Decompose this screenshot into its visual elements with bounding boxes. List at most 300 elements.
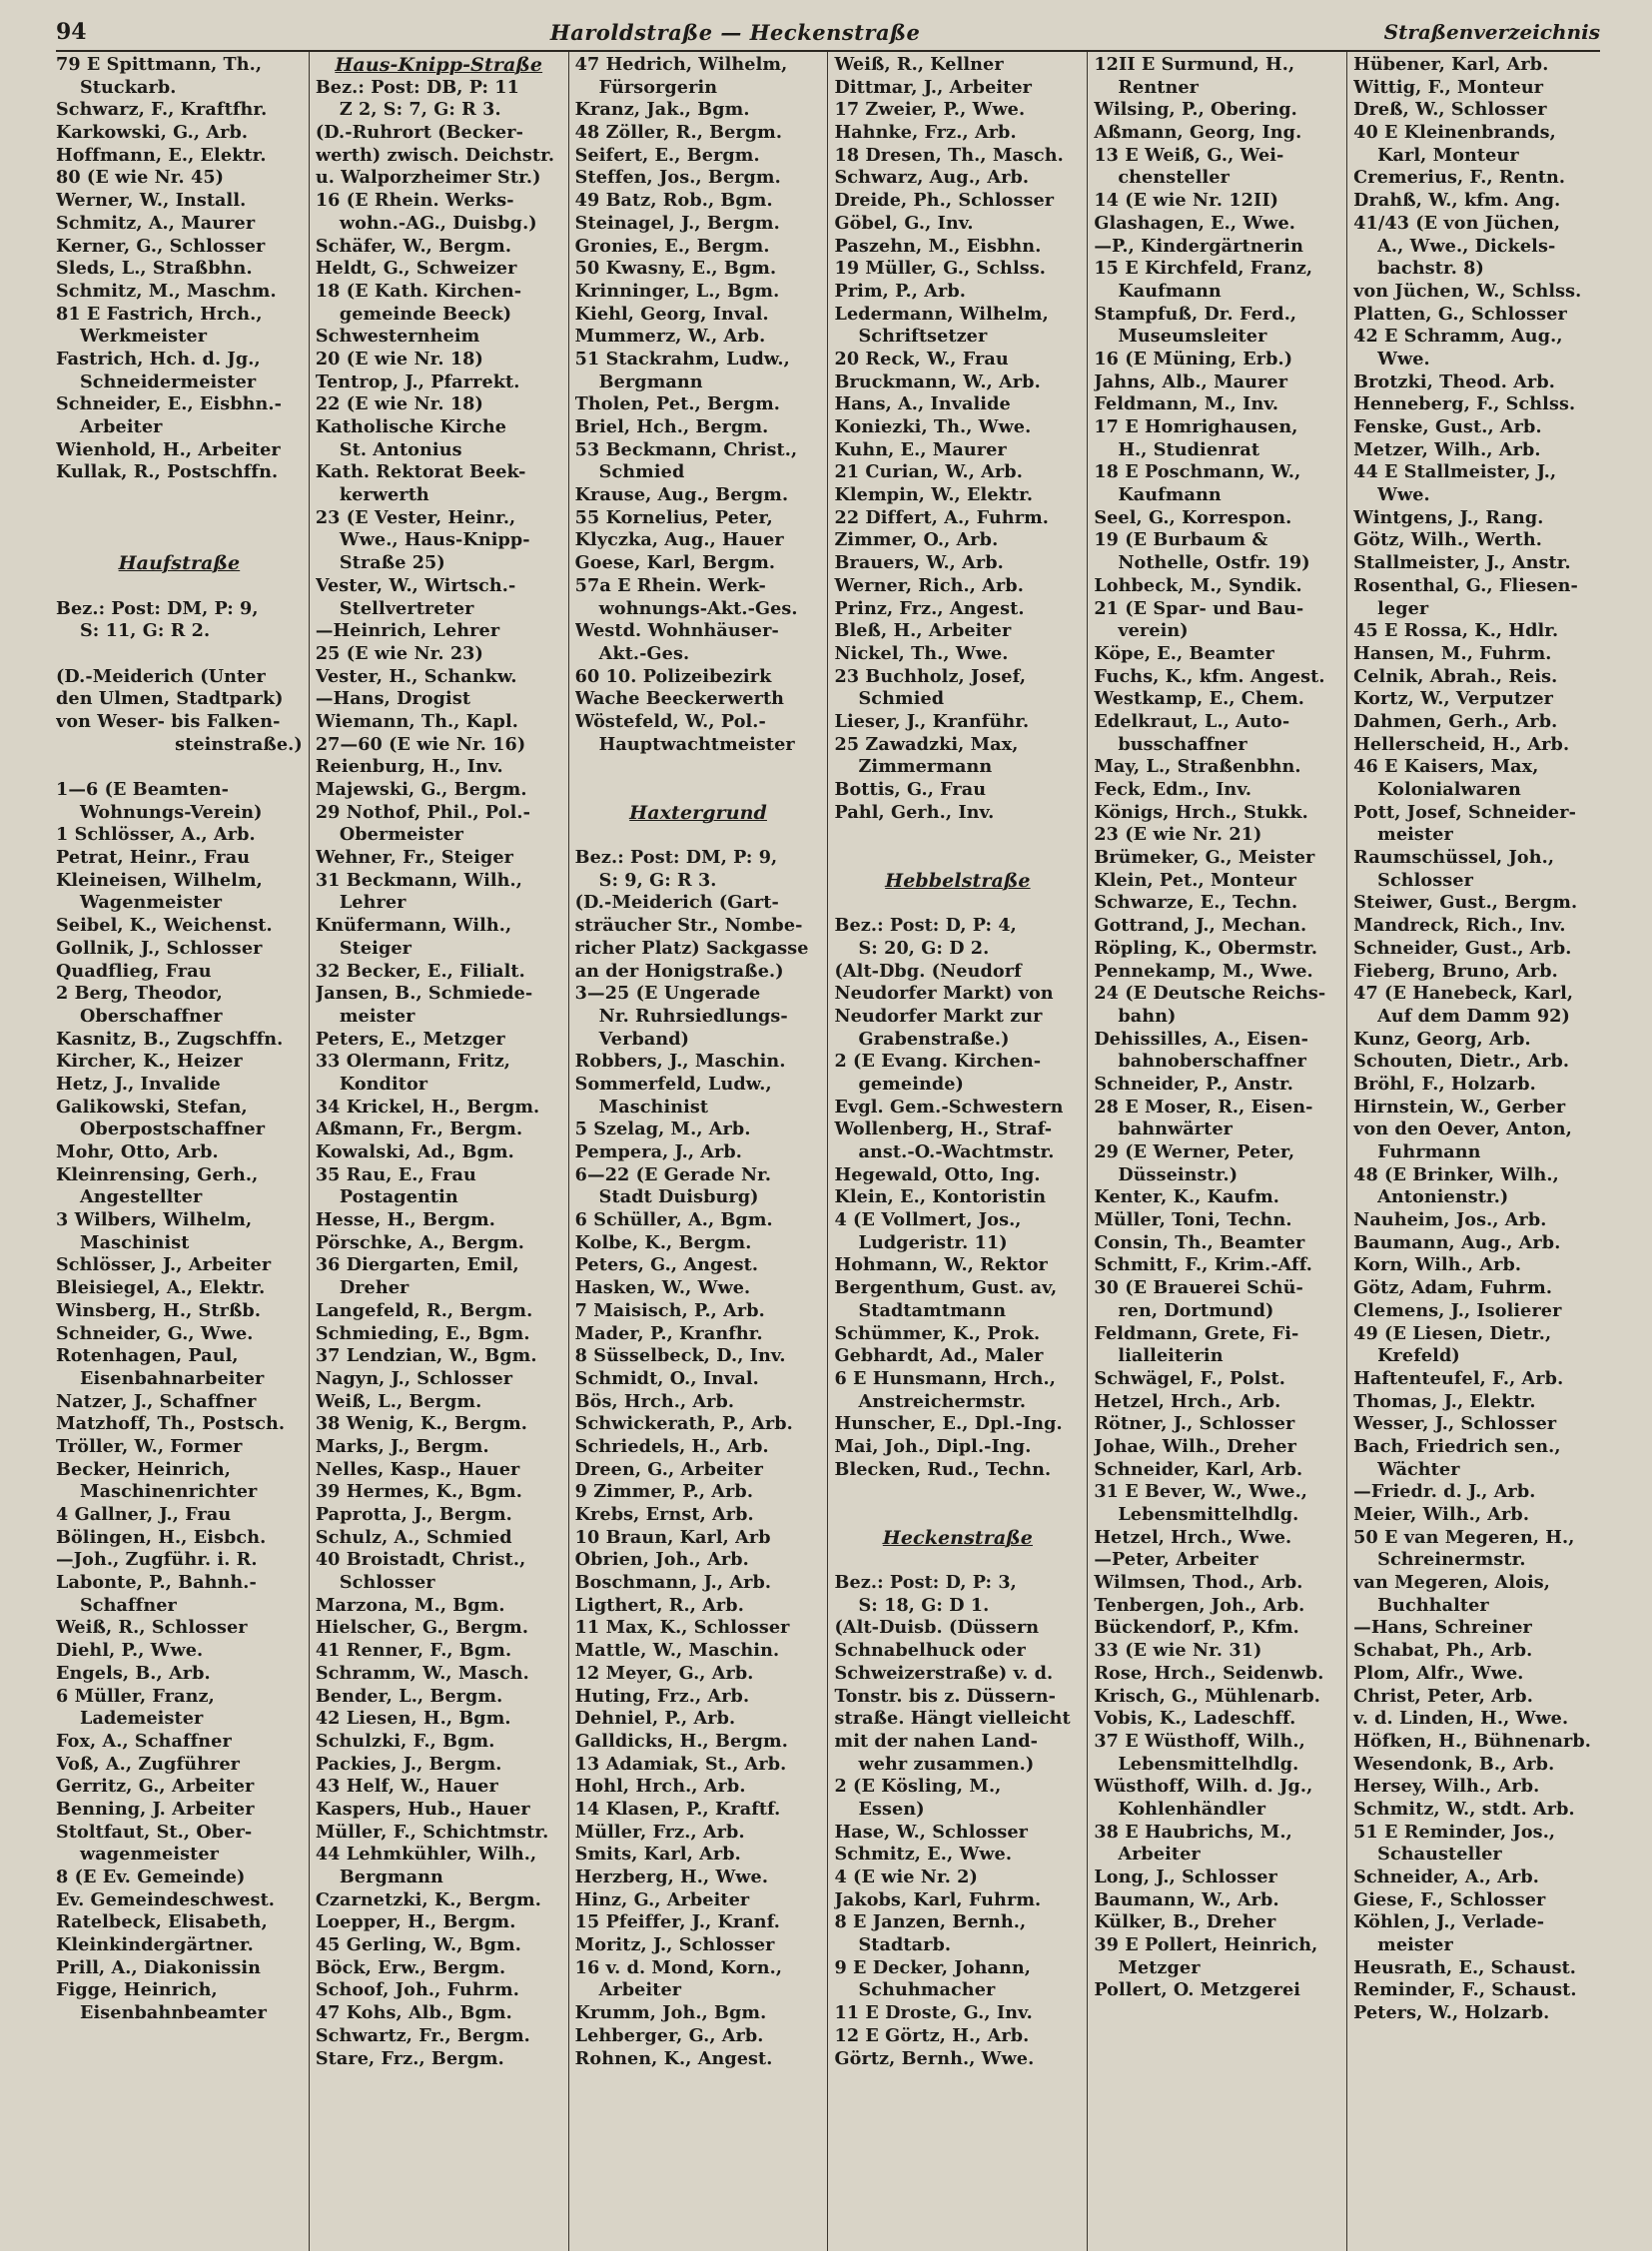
directory-line: Wohnungs-Verein) <box>80 801 263 823</box>
directory-line: Bez.: Post: D, P: 4, <box>834 915 1017 937</box>
directory-line: Krisch, G., Mühlenarb. <box>1094 1685 1321 1707</box>
directory-line: 1 Schlösser, A., Arb. <box>56 824 256 846</box>
directory-line: Schneider, G., Wwe. <box>56 1322 254 1344</box>
directory-line: —Peter, Arbeiter <box>1094 1549 1258 1571</box>
directory-line: Fuchs, K., kfm. Angest. <box>1094 665 1325 687</box>
directory-line: Wienhold, H., Arbeiter <box>56 438 281 460</box>
directory-line: Schreinermstr. <box>1377 1549 1526 1571</box>
directory-line: Steiger <box>339 937 413 959</box>
directory-line: Reienburg, H., Inv. <box>315 756 503 778</box>
directory-line: Blecken, Rud., Techn. <box>834 1458 1052 1480</box>
directory-line: 4 Gallner, J., Frau <box>56 1504 232 1525</box>
directory-line: Külker, B., Dreher <box>1094 1911 1276 1933</box>
directory-line: Vester, W., Wirtsch.- <box>315 574 516 596</box>
directory-line: Wintgens, J., Rang. <box>1353 506 1544 528</box>
directory-line: 18 E Poschmann, W., <box>1094 461 1301 483</box>
directory-line: Gebhardt, Ad., Maler <box>834 1345 1044 1367</box>
street-heading: Heckenstraße <box>882 1526 1033 1549</box>
directory-line: Oberschaffner <box>80 1005 223 1027</box>
directory-line: Kircher, K., Heizer <box>56 1051 243 1073</box>
directory-line: Zimmermann <box>858 756 993 778</box>
directory-line: Lohbeck, M., Syndik. <box>1094 574 1302 596</box>
directory-line: Bergmann <box>339 1867 443 1887</box>
directory-line: Jansen, B., Schmiede- <box>315 983 533 1005</box>
directory-line: Lademeister <box>80 1708 204 1730</box>
directory-line: Wesser, J., Schlosser <box>1353 1413 1557 1435</box>
directory-line: Hohmann, W., Rektor <box>834 1254 1048 1276</box>
directory-line: 47 Hedrich, Wilhelm, <box>574 54 788 75</box>
directory-line: Dreide, Ph., Schlosser <box>834 190 1055 212</box>
directory-line: Stoltfaut, St., Ober- <box>56 1821 253 1843</box>
directory-line: Langefeld, R., Bergm. <box>315 1299 533 1321</box>
directory-line: 17 Zweier, P., Wwe. <box>834 99 1026 121</box>
directory-line: Dittmar, J., Arbeiter <box>834 76 1033 98</box>
directory-line: Dahmen, Gerh., Arb. <box>1353 710 1558 732</box>
directory-line: 48 (E Brinker, Wilh., <box>1353 1163 1559 1185</box>
directory-line: Weiß, R., Kellner <box>834 54 1004 75</box>
directory-line: Köpe, E., Beamter <box>1094 642 1274 664</box>
directory-line: 6 E Hunsmann, Hrch., <box>834 1367 1056 1389</box>
directory-line: Klein, Pet., Monteur <box>1094 869 1297 891</box>
directory-line: Kleineisen, Wilhelm, <box>56 869 263 891</box>
directory-line: Schneider, Karl, Arb. <box>1094 1458 1303 1480</box>
directory-line: 48 Zöller, R., Bergm. <box>574 122 783 144</box>
page-number: 94 <box>56 19 87 45</box>
directory-line: Kullak, R., Postschffn. <box>56 461 279 483</box>
spacer <box>575 824 822 847</box>
directory-line: 20 Reck, W., Frau <box>834 348 1009 370</box>
directory-line: Anstreichermstr. <box>858 1390 1027 1412</box>
directory-line: Robbers, J., Maschin. <box>574 1051 786 1073</box>
directory-line: Gerritz, G., Arbeiter <box>56 1776 255 1798</box>
directory-line: Consin, Th., Beamter <box>1094 1231 1305 1253</box>
spacer <box>575 756 822 779</box>
directory-line: 25 (E wie Nr. 23) <box>315 642 483 664</box>
directory-line: Pott, Josef, Schneider- <box>1353 801 1576 823</box>
spacer <box>834 1504 1081 1527</box>
directory-line: bahnoberschaffner <box>1118 1051 1306 1073</box>
directory-line: Krinninger, L., Bgm. <box>574 280 780 302</box>
directory-line: 44 Lehmkühler, Wilh., <box>315 1844 537 1866</box>
directory-line: Sommerfeld, Ludw., <box>574 1073 772 1095</box>
directory-line: 29 (E Werner, Peter, <box>1094 1141 1295 1162</box>
directory-line: 22 (E wie Nr. 18) <box>315 393 483 415</box>
directory-line: Brauers, W., Arb. <box>834 552 1004 574</box>
directory-line: Mohr, Otto, Arb. <box>56 1141 219 1162</box>
directory-line: Reminder, F., Schaust. <box>1353 1979 1577 2001</box>
directory-line: 33 Olermann, Fritz, <box>315 1051 511 1073</box>
directory-line: S: 9, G: R 3. <box>598 869 717 891</box>
directory-line: Böck, Erw., Bergm. <box>315 1956 506 1978</box>
directory-line: 50 Kwasny, E., Bgm. <box>574 258 777 280</box>
directory-line: Antonienstr.) <box>1377 1186 1509 1208</box>
directory-line: 12II E Surmund, H., <box>1094 54 1295 75</box>
directory-line: Schwickerath, P., Arb. <box>574 1413 793 1435</box>
directory-line: 2 Berg, Theodor, <box>56 983 223 1005</box>
directory-line: 51 E Reminder, Jos., <box>1353 1821 1556 1843</box>
directory-line: Mummerz, W., Arb. <box>574 326 766 348</box>
directory-line: Tenbergen, Joh., Arb. <box>1094 1594 1305 1616</box>
directory-line: Wächter <box>1377 1458 1460 1480</box>
directory-line: Becker, Heinrich, <box>56 1458 231 1480</box>
directory-line: Westd. Wohnhäuser- <box>574 620 779 642</box>
directory-line: Schulzki, F., Bgm. <box>315 1730 495 1752</box>
directory-line: Arbeiter <box>1118 1844 1201 1866</box>
directory-line: 80 (E wie Nr. 45) <box>56 167 225 189</box>
street-heading: Haufstraße <box>118 552 241 575</box>
directory-line: Kath. Rektorat Beek- <box>315 461 526 483</box>
directory-line: Ludgeristr. 11) <box>858 1231 1008 1253</box>
directory-line: Hesse, H., Bergm. <box>315 1209 495 1231</box>
directory-line: Schäfer, W., Bergm. <box>315 235 512 257</box>
directory-line: 35 Rau, E., Frau <box>315 1163 476 1185</box>
directory-line: Ligthert, R., Arb. <box>574 1594 744 1616</box>
directory-line: Petrat, Heinr., Frau <box>56 847 251 869</box>
directory-line: (Alt-Dbg. (Neudorf <box>834 960 1022 982</box>
directory-line: ren, Dortmund) <box>1118 1299 1274 1321</box>
directory-line: Wehner, Fr., Steiger <box>315 847 514 869</box>
directory-line: Jahns, Alb., Maurer <box>1094 371 1288 392</box>
spacer <box>56 575 303 598</box>
directory-line: Brümeker, G., Meister <box>1094 847 1315 869</box>
directory-line: Schmitz, A., Maurer <box>56 212 256 234</box>
street-heading: Haus-Knipp-Straße <box>335 54 543 76</box>
directory-line: Thomas, J., Elektr. <box>1353 1390 1536 1412</box>
directory-line: Stare, Frz., Bergm. <box>315 2047 504 2069</box>
directory-line: 11 Max, K., Schlosser <box>574 1617 790 1639</box>
directory-line: 42 E Schramm, Aug., <box>1353 326 1563 348</box>
directory-line: 30 (E Brauerei Schü- <box>1094 1277 1303 1299</box>
directory-line: 49 Batz, Rob., Bgm. <box>574 190 773 212</box>
directory-line: Peters, E., Metzger <box>315 1028 505 1050</box>
directory-line: Postagentin <box>339 1186 458 1208</box>
directory-line: Mattle, W., Maschin. <box>574 1640 780 1662</box>
directory-line: Steiwer, Gust., Bergm. <box>1353 892 1578 914</box>
directory-line: Brotzki, Theod. Arb. <box>1353 371 1555 392</box>
directory-line: Kasnitz, B., Zugschffn. <box>56 1028 284 1050</box>
directory-line: S: 18, G: D 1. <box>858 1594 990 1616</box>
directory-line: Wüsthoff, Wilh. d. Jg., <box>1094 1776 1313 1798</box>
directory-line: Wwe. <box>1377 484 1430 506</box>
directory-line: Stallmeister, J., Anstr. <box>1353 552 1571 574</box>
directory-line: Voß, A., Zugführer <box>56 1753 241 1775</box>
directory-line: Müller, Frz., Arb. <box>574 1821 745 1843</box>
directory-line: 6 Schüller, A., Bgm. <box>574 1209 773 1231</box>
directory-line: Hase, W., Schlosser <box>834 1821 1029 1843</box>
directory-line: Heldt, G., Schweizer <box>315 258 517 280</box>
directory-line: Schmieding, E., Bgm. <box>315 1322 530 1344</box>
directory-line: Paszehn, M., Eisbhn. <box>834 235 1042 257</box>
directory-line: Paprotta, J., Bergm. <box>315 1504 512 1525</box>
directory-line: Tentrop, J., Pfarrekt. <box>315 371 520 392</box>
directory-line: 53 Beckmann, Christ., <box>574 438 798 460</box>
directory-line: 8 Süsselbeck, D., Inv. <box>574 1345 786 1367</box>
directory-line: meister <box>1377 824 1453 846</box>
directory-line: Schwarz, F., Kraftfhr. <box>56 99 268 121</box>
directory-line: Schriftsetzer <box>858 326 988 348</box>
spacer <box>575 779 822 802</box>
directory-line: Aßmann, Fr., Bergm. <box>315 1119 523 1140</box>
directory-line: Köhlen, J., Verlade- <box>1353 1911 1545 1933</box>
directory-line: Karkowski, G., Arb. <box>56 122 249 144</box>
directory-line: Dehissilles, A., Eisen- <box>1094 1028 1309 1050</box>
directory-line: Hinz, G., Arbeiter <box>574 1888 750 1910</box>
directory-line: Nagyn, J., Schlosser <box>315 1367 513 1389</box>
directory-line: Schmidt, O., Inval. <box>574 1367 759 1389</box>
directory-line: Winsberg, H., Strßb. <box>56 1299 262 1321</box>
directory-line: 32 Becker, E., Filialt. <box>315 960 525 982</box>
directory-line: Vester, H., Schankw. <box>315 665 517 687</box>
directory-line: Hegewald, Otto, Ing. <box>834 1163 1041 1185</box>
directory-line: Stuckarb. <box>80 76 177 98</box>
directory-line: Schoof, Joh., Fuhrm. <box>315 1979 519 2001</box>
directory-line: Fuhrmann <box>1377 1141 1481 1162</box>
directory-line: 38 E Haubrichs, M., <box>1094 1821 1292 1843</box>
directory-line: S: 20, G: D 2. <box>858 937 990 959</box>
directory-line: Goese, Karl, Bergm. <box>574 552 776 574</box>
directory-line: werth) zwisch. Deichstr. <box>315 144 555 166</box>
directory-line: Schabat, Ph., Arb. <box>1353 1640 1533 1662</box>
directory-line: Schweizerstraße) v. d. <box>834 1662 1054 1684</box>
directory-line: 41/43 (E von Jüchen, <box>1353 212 1561 234</box>
directory-line: Schuhmacher <box>858 1979 996 2001</box>
column-4 <box>828 52 1088 2251</box>
directory-line: Schnabelhuck oder <box>834 1640 1026 1662</box>
directory-line: Wilmsen, Thod., Arb. <box>1094 1572 1303 1594</box>
column-6 <box>1347 52 1600 2251</box>
directory-line: 17 E Homrighausen, <box>1094 416 1298 437</box>
directory-line: Stampfuß, Dr. Ferd., <box>1094 303 1297 325</box>
directory-line: Metzger <box>1118 1956 1201 1978</box>
directory-line: 1—6 (E Beamten- <box>56 779 230 800</box>
directory-line: Hellerscheid, H., Arb. <box>1353 733 1570 755</box>
directory-line: Rötner, J., Schlosser <box>1094 1413 1295 1435</box>
directory-line: Wesendonk, B., Arb. <box>1353 1753 1555 1775</box>
directory-line: 31 E Bever, W., Wwe., <box>1094 1481 1308 1503</box>
directory-line: Krause, Aug., Bergm. <box>574 484 789 506</box>
directory-line: 21 (E Spar- und Bau- <box>1094 597 1304 619</box>
directory-line: 6—22 (E Gerade Nr. <box>574 1163 772 1185</box>
directory-line: gemeinde Beeck) <box>339 303 512 325</box>
directory-line: Schneider, A., Arb. <box>1353 1867 1540 1887</box>
directory-line: 39 E Pollert, Heinrich, <box>1094 1934 1318 1956</box>
directory-line: 27—60 (E wie Nr. 16) <box>315 733 526 755</box>
directory-line: Schramm, W., Masch. <box>315 1662 529 1684</box>
directory-line: wehr zusammen.) <box>858 1753 1035 1775</box>
directory-line: Engels, B., Arb. <box>56 1662 211 1684</box>
directory-line: H., Studienrat <box>1118 438 1260 460</box>
directory-line: Pörschke, A., Bergm. <box>315 1231 525 1253</box>
directory-line: 16 (E Rhein. Werks- <box>315 190 514 212</box>
directory-line: Peters, G., Angest. <box>574 1254 759 1276</box>
spacer <box>56 756 303 779</box>
directory-line: Rohnen, K., Angest. <box>574 2047 773 2069</box>
directory-line: Lieser, J., Kranführ. <box>834 710 1030 732</box>
directory-line: Hunscher, E., Dpl.-Ing. <box>834 1413 1063 1435</box>
directory-line: Heusrath, E., Schaust. <box>1353 1956 1577 1978</box>
directory-line: Maschinist <box>80 1231 190 1253</box>
directory-line: 6 Müller, Franz, <box>56 1685 215 1707</box>
directory-line: Hetzel, Hrch., Wwe. <box>1094 1526 1292 1548</box>
directory-line: Ev. Gemeindeschwest. <box>56 1888 276 1910</box>
directory-line: Schmied <box>858 688 945 710</box>
directory-line: Schmitt, F., Krim.-Aff. <box>1094 1254 1312 1276</box>
directory-line: Kuhn, E., Maurer <box>834 438 1007 460</box>
directory-line: Schmied <box>598 461 685 483</box>
directory-line: Nothelle, Ostfr. 19) <box>1118 552 1310 574</box>
directory-line: Pennekamp, M., Wwe. <box>1094 960 1313 982</box>
directory-line: Mai, Joh., Dipl.-Ing. <box>834 1435 1032 1457</box>
directory-line: 8 (E Ev. Gemeinde) <box>56 1867 246 1887</box>
directory-line: Dehniel, P., Arb. <box>574 1708 736 1730</box>
directory-line: Huting, Frz., Arb. <box>574 1685 750 1707</box>
directory-line: Klein, E., Kontoristin <box>834 1186 1047 1208</box>
directory-line: Königs, Hrch., Stukk. <box>1094 801 1308 823</box>
directory-line: Maschinist <box>598 1096 709 1118</box>
directory-line: 20 (E wie Nr. 18) <box>315 348 483 370</box>
directory-line: Bach, Friedrich sen., <box>1353 1435 1561 1457</box>
directory-line: Feck, Edm., Inv. <box>1094 779 1252 800</box>
directory-line: Müller, Toni, Techn. <box>1094 1209 1292 1231</box>
directory-line: Katholische Kirche <box>315 416 507 437</box>
directory-line: Schümmer, K., Prok. <box>834 1322 1041 1344</box>
spacer <box>834 824 1081 847</box>
directory-line: Kolonialwaren <box>1377 779 1521 800</box>
directory-line: 60 10. Polizeibezirk <box>574 665 772 687</box>
directory-line: Nr. Ruhrsiedlungs- <box>598 1005 788 1027</box>
directory-line: Weiß, R., Schlosser <box>56 1617 248 1639</box>
directory-line: Westkamp, E., Chem. <box>1094 688 1305 710</box>
directory-line: Lebensmittelhdlg. <box>1118 1753 1299 1775</box>
directory-line: Düsseinstr.) <box>1118 1163 1239 1185</box>
directory-line: Bez.: Post: D, P: 3, <box>834 1572 1017 1594</box>
directory-line: Bez.: Post: DM, P: 9, <box>574 847 778 869</box>
directory-line: Gollnik, J., Schlosser <box>56 937 263 959</box>
directory-line: v. d. Linden, H., Wwe. <box>1353 1708 1569 1730</box>
directory-line: Schaffner <box>80 1594 177 1616</box>
directory-line: Bez.: Post: DM, P: 9, <box>56 597 259 619</box>
directory-line: 46 E Kaisers, Max, <box>1353 756 1539 778</box>
directory-line: —P., Kindergärtnerin <box>1094 235 1303 257</box>
directory-line: Kenter, K., Kaufm. <box>1094 1186 1280 1208</box>
directory-line: Rotenhagen, Paul, <box>56 1345 239 1367</box>
directory-line: Rosenthal, G., Fliesen- <box>1353 574 1578 596</box>
directory-line: 34 Krickel, H., Bergm. <box>315 1096 540 1118</box>
directory-line: lialleiterin <box>1118 1345 1224 1367</box>
directory-line: 23 (E wie Nr. 21) <box>1094 824 1262 846</box>
directory-line: Kerner, G., Schlosser <box>56 235 266 257</box>
directory-line: bahnwärter <box>1118 1119 1234 1140</box>
directory-line: St. Antonius <box>339 438 462 460</box>
directory-line: Rose, Hrch., Seidenwb. <box>1094 1662 1324 1684</box>
directory-line: Bölingen, H., Eisbch. <box>56 1526 267 1548</box>
directory-line: Götz, Wilh., Werth. <box>1353 529 1542 551</box>
directory-line: Bröhl, F., Holzarb. <box>1353 1073 1536 1095</box>
page-title: Haroldstraße — Heckenstraße <box>549 19 921 45</box>
directory-line: Lehberger, G., Arb. <box>574 2024 764 2046</box>
directory-line: Schwesternheim <box>315 326 480 348</box>
directory-line: Schlosser <box>339 1572 435 1594</box>
directory-line: Buchhalter <box>1377 1594 1489 1616</box>
directory-line: Weiß, L., Bergm. <box>315 1390 482 1412</box>
spacer <box>834 847 1081 870</box>
directory-line: Oberpostschaffner <box>80 1119 266 1140</box>
directory-line: Pahl, Gerh., Inv. <box>834 801 995 823</box>
directory-line: 37 Lendzian, W., Bgm. <box>315 1345 537 1367</box>
directory-line: Bleisiegel, A., Elektr. <box>56 1277 266 1299</box>
spacer <box>834 1481 1081 1504</box>
directory-line: Quadflieg, Frau <box>56 960 212 982</box>
directory-line: Aßmann, Georg, Ing. <box>1094 122 1302 144</box>
directory-line: —Hans, Drogist <box>315 688 471 710</box>
directory-line: sträucher Str., Nombe- <box>574 915 803 937</box>
directory-line: Hoffmann, E., Elektr. <box>56 144 267 166</box>
directory-line: Glashagen, E., Wwe. <box>1094 212 1295 234</box>
directory-line: Schneidermeister <box>80 371 257 392</box>
directory-line: Arbeiter <box>80 416 163 437</box>
directory-line: von Weser- bis Falken- <box>56 710 281 732</box>
directory-line: den Ulmen, Stadtpark) <box>56 688 284 710</box>
directory-line: Metzer, Wilh., Arb. <box>1353 438 1541 460</box>
directory-line: 51 Stackrahm, Ludw., <box>574 348 790 370</box>
directory-line: Schneider, P., Anstr. <box>1094 1073 1293 1095</box>
directory-line: 19 Müller, G., Schlss. <box>834 258 1046 280</box>
directory-line: Rentner <box>1118 76 1200 98</box>
directory-line: wagenmeister <box>80 1844 220 1866</box>
directory-line: Figge, Heinrich, <box>56 1979 218 2001</box>
directory-line: Marks, J., Bergm. <box>315 1435 489 1457</box>
directory-line: 4 (E wie Nr. 2) <box>834 1867 978 1887</box>
directory-line: Stadtamtmann <box>858 1299 1007 1321</box>
directory-line: Herzberg, H., Wwe. <box>574 1867 769 1887</box>
directory-line: Raumschüssel, Joh., <box>1353 847 1555 869</box>
directory-line: 13 Adamiak, St., Arb. <box>574 1753 787 1775</box>
directory-line: Höfken, H., Bühnenarb. <box>1353 1730 1592 1752</box>
directory-line: Verband) <box>598 1028 690 1050</box>
directory-line: Seel, G., Korrespon. <box>1094 506 1292 528</box>
directory-line: Hans, A., Invalide <box>834 393 1011 415</box>
directory-line: Kowalski, Ad., Bgm. <box>315 1141 514 1162</box>
directory-line: Stadtarb. <box>858 1934 952 1956</box>
directory-line: 29 Nothof, Phil., Pol.- <box>315 801 531 823</box>
directory-line: 18 Dresen, Th., Masch. <box>834 144 1064 166</box>
directory-line: Knüfermann, Wilh., <box>315 915 512 937</box>
directory-line: 23 (E Vester, Heinr., <box>315 506 516 528</box>
directory-line: Müller, F., Schichtmstr. <box>315 1821 549 1843</box>
directory-line: Galikowski, Stefan, <box>56 1096 248 1118</box>
directory-line: Kiehl, Georg, Inval. <box>574 303 769 325</box>
directory-line: gemeinde) <box>858 1073 964 1095</box>
directory-line: Tröller, W., Former <box>56 1435 243 1457</box>
directory-line: Clemens, J., Isolierer <box>1353 1299 1562 1321</box>
directory-line: Schausteller <box>1377 1844 1502 1866</box>
directory-line: —Hans, Schreiner <box>1353 1617 1532 1639</box>
directory-line: Smits, Karl, Arb. <box>574 1844 741 1866</box>
directory-line: Czarnetzki, K., Bergm. <box>315 1888 541 1910</box>
directory-line: Fürsorgerin <box>598 76 718 98</box>
directory-line: Obermeister <box>339 824 464 846</box>
directory-line: Werner, Rich., Arb. <box>834 574 1024 596</box>
directory-line: Steinagel, J., Bergm. <box>574 212 780 234</box>
directory-line: Dreen, G., Arbeiter <box>574 1458 763 1480</box>
directory-line: Nelles, Kasp., Hauer <box>315 1458 520 1480</box>
directory-line: Werkmeister <box>80 326 208 348</box>
directory-line: mit der nahen Land- <box>834 1730 1039 1752</box>
directory-line: Baumann, Aug., Arb. <box>1353 1231 1561 1253</box>
directory-line: Kaufmann <box>1118 484 1222 506</box>
directory-line: S: 11, G: R 2. <box>80 620 211 642</box>
directory-line: Neudorfer Markt) von <box>834 983 1054 1005</box>
